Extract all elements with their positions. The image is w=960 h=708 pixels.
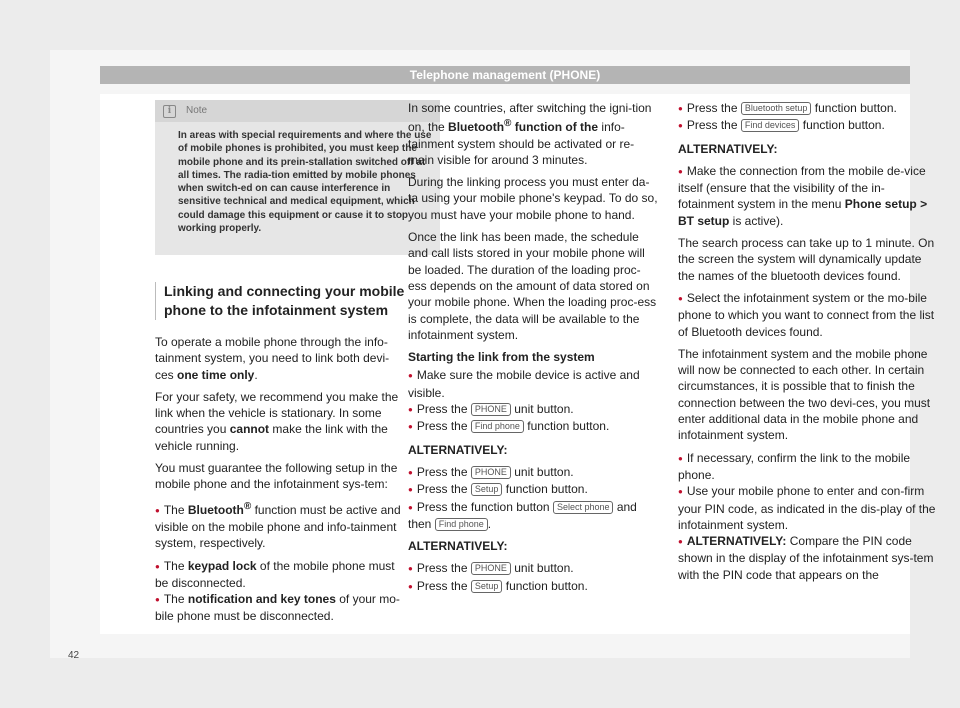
list-item: ● Use your mobile phone to enter and con-firm your PIN code, as indicated in the dis-play of the infotainment system. — [678, 483, 940, 533]
list-item: ● Press the PHONE unit button. — [408, 401, 658, 418]
list-item: ● Press the function button Select phone and then Find phone . — [408, 499, 658, 533]
list-item: ● Select the infotainment system or the mo-bile phone to which you want to connect from the list of Bluetooth devices found. — [678, 290, 940, 340]
list-item: ● Press the Setup function button. — [408, 578, 658, 595]
setup-key: Setup — [471, 580, 503, 593]
note-header — [155, 100, 440, 122]
list-item: ● Press the PHONE unit button. — [408, 464, 658, 481]
list-item: ● If necessary, confirm the link to the mobile phone. — [678, 450, 940, 484]
select-phone-key: Select phone — [553, 501, 614, 514]
manual-page — [50, 50, 936, 661]
find-devices-key: Find devices — [741, 119, 800, 132]
paragraph: In some countries, after switching the igni-tion on, the Bluetooth® function of the info-tainment system should be activated or re-main visible for around 3 minutes. — [408, 101, 652, 167]
subheading: ALTERNATIVELY: — [408, 442, 508, 457]
bluetooth-setup-key: Bluetooth setup — [741, 102, 812, 115]
list-item: ● ALTERNATIVELY: Compare the PIN code shown in the display of the infotainment sys-tem with the PIN code that appears on the — [678, 533, 940, 583]
list-item: ● The notification and key tones of your mo-bile phone must be disconnected. — [155, 591, 405, 625]
subheading: Starting the link from the system — [408, 350, 595, 365]
list-item: ● Make sure the mobile device is active and visible. — [408, 367, 658, 401]
list-item: ● The keypad lock of the mobile phone must be disconnected. — [155, 558, 405, 592]
find-phone-key: Find phone — [435, 518, 488, 531]
phone-key: PHONE — [471, 466, 511, 479]
list-item: ● Make the connection from the mobile de-vice itself (ensure that the visibility of the in-fotainment system in the menu Phone setup > BT setup is active). — [678, 163, 940, 229]
info-icon: i — [163, 105, 176, 118]
paragraph: The infotainment system and the mobile phone will now be connected to each other. In certain circumstances, it is possible that to finish the connection between the two devi-ces, you must enter additional data in the mobile phone and infotainment system. — [678, 346, 931, 443]
page-number: 42 — [68, 650, 80, 661]
note-box — [155, 100, 440, 255]
page-header: Telephone management (PHONE) — [100, 66, 910, 84]
setup-key: Setup — [471, 483, 503, 496]
phone-key: PHONE — [471, 562, 511, 575]
list-item: ● Press the Find devices function button. — [678, 117, 940, 134]
column-2 — [408, 100, 658, 601]
column-3 — [678, 100, 940, 589]
phone-key: PHONE — [471, 403, 511, 416]
list-item: ● Press the Setup function button. — [408, 481, 658, 498]
paragraph: For your safety, we recommend you make the link when the vehicle is stationary. In some countries you cannot make the link with the vehicle running. — [155, 389, 399, 453]
list-item: ● Press the Bluetooth setup function button. — [678, 100, 940, 117]
paragraph: During the linking process you must enter da-ta using your mobile phone's keypad. To do so, you must have your mobile phone to hand. — [408, 175, 658, 222]
list-item: ● Press the PHONE unit button. — [408, 560, 658, 577]
paragraph: The search process can take up to 1 minute. On the screen the system will dynamically update the names of the bluetooth devices found. — [678, 236, 935, 283]
paragraph: Once the link has been made, the schedule and call lists stored in your mobile phone will be loaded. The duration of the loading proc-ess depends on the amount of data stored on your mobile phone. When the loading proc-ess is complete, the data will be available to the infotainment system. — [408, 230, 657, 342]
subheading: ALTERNATIVELY: — [408, 539, 508, 554]
list-item: ● Press the Find phone function button. — [408, 418, 658, 435]
note-label: Note — [186, 105, 208, 117]
page-content — [100, 94, 936, 634]
list-item: ● The Bluetooth® function must be active and visible on the mobile phone and info-tainment system, respectively. — [155, 499, 405, 552]
note-text: In areas with special requirements and where the use of mobile phones is prohibited, you must keep the mobile phone and its prein-stallation switched off at all times. The radia-tion emitted by mobile phones when switch-ed on can cause interference in sensitive technical and medical equipment, which could damage this equipment or cause it to stop working properly. — [178, 130, 432, 235]
column-1 — [155, 282, 405, 631]
paragraph: You must guarantee the following setup in the mobile phone and the infotainment sys-tem: — [155, 461, 398, 492]
paragraph: To operate a mobile phone through the info-tainment system, you need to link both devi-ces one time only. — [155, 335, 390, 382]
subheading: ALTERNATIVELY: — [678, 141, 778, 156]
section-title: Linking and connecting your mobile phone to the infotainment system — [155, 282, 405, 320]
find-phone-key: Find phone — [471, 420, 524, 433]
